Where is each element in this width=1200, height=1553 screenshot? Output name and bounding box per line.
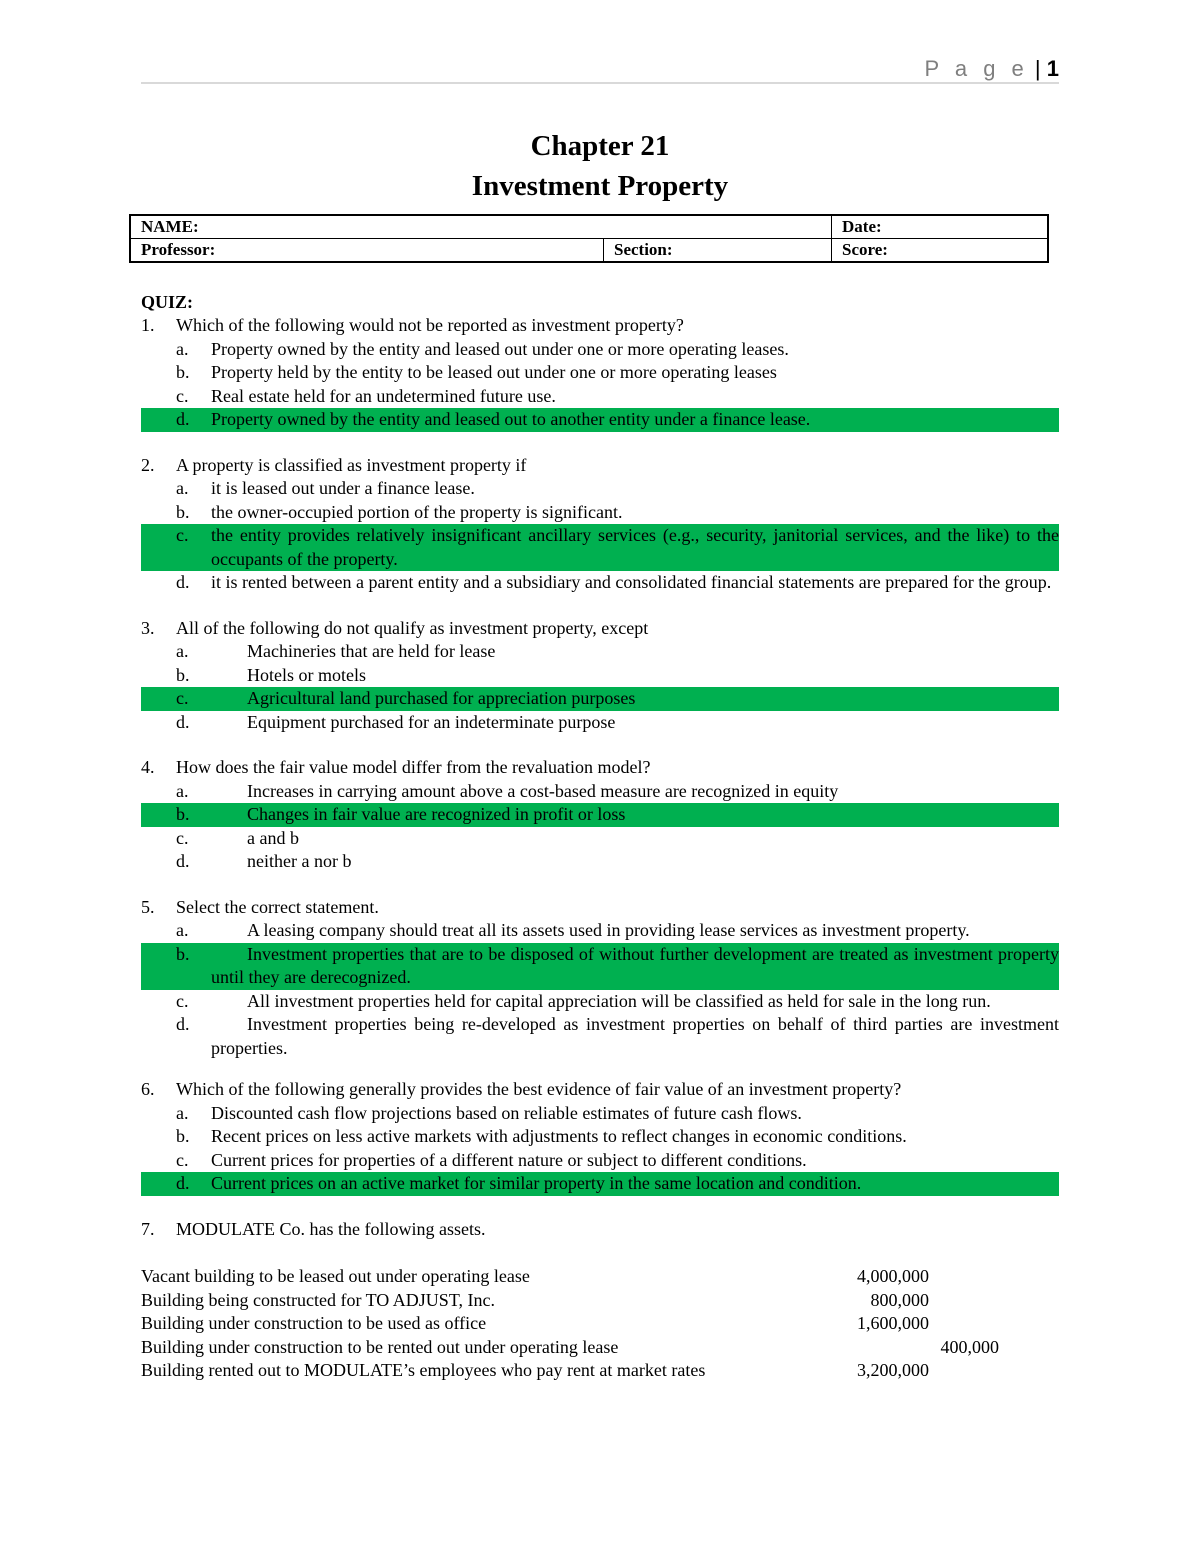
option-5b-correct[interactable]: b. Investment properties that are to be disposed of without further development are treated as investment property until they are derecognized. — [141, 943, 1059, 990]
option-2a[interactable]: a. it is leased out under a finance lease. — [176, 478, 475, 498]
professor-field[interactable]: Professor: — [130, 239, 604, 263]
asset-row — [141, 1289, 1059, 1313]
option-3d[interactable]: d. Equipment purchased for an indeterminate purpose — [176, 711, 616, 732]
question-number: 3. — [141, 617, 155, 638]
option-6d-correct[interactable]: d. Current prices on an active market for similar property in the same location and condition. — [141, 1172, 1059, 1196]
option-4b-correct[interactable]: b. Changes in fair value are recognized in profit or loss — [141, 803, 1059, 827]
question-number: 4. — [141, 757, 155, 777]
option-4a[interactable]: a. Increases in carrying amount above a cost-based measure are recognized in equity — [176, 780, 839, 801]
option-6c[interactable]: c. Current prices for properties of a different nature or subject to different conditions. — [176, 1149, 807, 1170]
date-field[interactable]: Date: — [832, 215, 1049, 239]
question-number: 6. — [141, 1079, 155, 1099]
chapter-subject: Investment Property — [471, 170, 729, 202]
page-number: 1 — [1046, 56, 1059, 81]
asset-amount: 4,000,000 — [857, 1266, 929, 1286]
question-number: 7. — [141, 1218, 155, 1239]
option-5a[interactable]: a. A leasing company should treat all its assets used in providing lease services as investment property. — [176, 920, 970, 940]
asset-row — [141, 1336, 1059, 1360]
asset-label: Building under construction to be used as office — [141, 1313, 487, 1333]
question-text: Select the correct statement. — [176, 896, 379, 917]
section-field[interactable]: Section: — [604, 239, 832, 263]
option-4c[interactable]: c. a and b — [176, 827, 299, 848]
question-text: A property is classified as investment property if — [176, 454, 527, 475]
asset-amount: 800,000 — [870, 1289, 929, 1310]
name-field[interactable]: NAME: — [130, 215, 832, 239]
asset-row — [141, 1312, 1059, 1336]
option-1b[interactable]: b. Property held by the entity to be leased out under one or more operating leases — [176, 362, 777, 382]
question-text: All of the following do not qualify as investment property, except — [176, 617, 649, 638]
option-3a[interactable]: a. Machineries that are held for lease — [176, 641, 496, 661]
student-info-table — [129, 214, 1049, 263]
asset-amount: 400,000 — [940, 1336, 999, 1357]
question-text: How does the fair value model differ from the revaluation model? — [176, 757, 651, 777]
question-3 — [141, 617, 1059, 735]
question-1 — [141, 314, 1059, 432]
asset-amount: 3,200,000 — [857, 1360, 929, 1380]
option-2d[interactable]: d. it is rented between a parent entity and a subsidiary and consolidated financial statements are prepared for the group. — [176, 572, 1052, 592]
asset-label: Building under construction to be rented out under operating lease — [141, 1336, 619, 1357]
option-6b[interactable]: b. Recent prices on less active markets with adjustments to reflect changes in economic conditions. — [176, 1126, 907, 1146]
question-6 — [141, 1078, 1059, 1196]
page-separator: | — [1034, 56, 1041, 81]
quiz-content — [141, 290, 1059, 1383]
option-5d[interactable]: d. Investment properties being re-developed as investment properties on behalf of third parties are investment properties. — [176, 1014, 1059, 1058]
question-7 — [141, 1218, 1059, 1242]
question-number: 2. — [141, 454, 155, 475]
asset-amount: 1,600,000 — [857, 1313, 929, 1333]
question-2 — [141, 454, 1059, 595]
chapter-title: Chapter 21 — [530, 130, 670, 162]
question-number: 1. — [141, 315, 155, 335]
option-1a[interactable]: a. Property owned by the entity and leased out under one or more operating leases. — [176, 338, 789, 359]
question-4 — [141, 756, 1059, 874]
option-1c[interactable]: c. Real estate held for an undetermined future use. — [176, 385, 556, 406]
option-6a[interactable]: a. Discounted cash flow projections based on reliable estimates of future cash flows. — [176, 1102, 802, 1123]
asset-row — [141, 1359, 1059, 1383]
question-text: Which of the following generally provides the best evidence of fair value of an investment property? — [176, 1079, 902, 1099]
option-2c-correct[interactable]: c. the entity provides relatively insignificant ancillary services (e.g., security, janitorial services, and the like) to the occupants of the property. — [141, 524, 1059, 571]
question-text: Which of the following would not be reported as investment property? — [176, 315, 684, 335]
option-3c-correct[interactable]: c. Agricultural land purchased for appreciation purposes — [141, 687, 1059, 711]
asset-label: Vacant building to be leased out under operating lease — [141, 1266, 530, 1286]
question-number: 5. — [141, 896, 155, 917]
asset-label: Building being constructed for TO ADJUST, Inc. — [141, 1289, 495, 1310]
question-5 — [141, 896, 1059, 1061]
asset-row — [141, 1265, 1059, 1289]
asset-label: Building rented out to MODULATE’s employees who pay rent at market rates — [141, 1360, 706, 1380]
option-3b[interactable]: b. Hotels or motels — [176, 664, 366, 685]
option-1d-correct[interactable]: d. Property owned by the entity and leased out to another entity under a finance lease. — [141, 408, 1059, 432]
option-4d[interactable]: d. neither a nor b — [176, 851, 352, 871]
score-field[interactable]: Score: — [832, 239, 1049, 263]
option-5c[interactable]: c. All investment properties held for capital appreciation will be classified as held for sale in the long run. — [176, 990, 991, 1011]
page-label: P a g e — [924, 56, 1029, 81]
page-header — [141, 56, 1059, 84]
option-2b[interactable]: b. the owner-occupied portion of the property is significant. — [176, 501, 623, 522]
question-text: MODULATE Co. has the following assets. — [176, 1218, 486, 1239]
quiz-label: QUIZ: — [141, 292, 194, 312]
asset-list — [141, 1265, 1059, 1383]
